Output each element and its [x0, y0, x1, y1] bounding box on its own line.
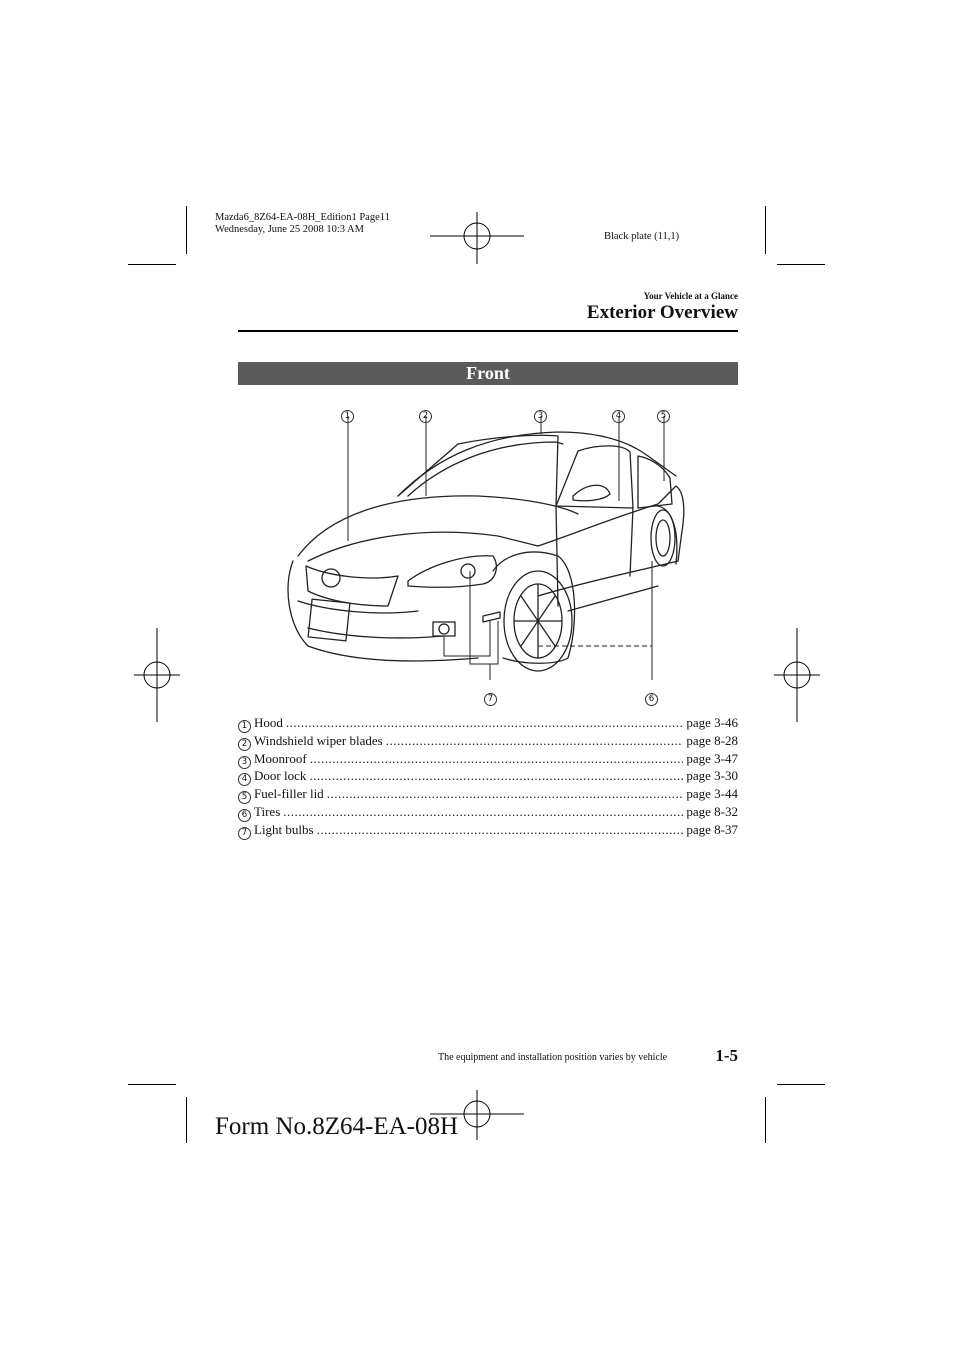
- list-item: [238, 786, 738, 804]
- file-info: [215, 212, 390, 236]
- registration-target-icon: [134, 628, 180, 722]
- footer-note: The equipment and installation position varies by vehicle: [438, 1052, 668, 1063]
- legend-page-link[interactable]: page 8-32: [686, 803, 738, 819]
- page-title: Exterior Overview: [586, 302, 738, 323]
- number-icon: 5: [238, 791, 251, 804]
- list-item: [238, 751, 738, 769]
- legend-page-link[interactable]: page 3-46: [686, 715, 738, 730]
- callout-3: 3: [534, 402, 550, 422]
- list-item: [238, 715, 738, 733]
- registration-target-icon: [430, 212, 524, 264]
- number-icon: 6: [238, 809, 251, 822]
- callout-7: 7: [484, 685, 500, 705]
- callout-2: 2: [419, 402, 435, 422]
- page-number: 1-5: [715, 1046, 738, 1065]
- registration-target-icon: [774, 628, 820, 722]
- section-label: Your Vehicle at a Glance: [643, 291, 738, 301]
- number-icon: 7: [238, 827, 251, 840]
- callout-1: 1: [341, 402, 357, 422]
- callout-5: 5: [657, 402, 673, 422]
- legend-label: Hood: [254, 715, 283, 730]
- legend-label: Moonroof: [254, 750, 307, 766]
- plate-label: Black plate (11,1): [604, 231, 680, 242]
- car-front-illustration: [238, 396, 738, 706]
- legend-page-link[interactable]: page 3-30: [686, 768, 738, 784]
- legend-label: Door lock: [254, 768, 307, 784]
- list-item: [238, 768, 738, 786]
- list-item: [238, 804, 738, 822]
- number-icon: 3: [238, 756, 251, 769]
- legend-label: Tires: [254, 803, 281, 819]
- legend-label: Windshield wiper blades: [254, 732, 383, 748]
- number-icon: 1: [238, 720, 251, 733]
- title-rule: [238, 330, 738, 332]
- legend-label: Fuel-filler lid: [254, 786, 324, 802]
- file-info-line1: Mazda6_8Z64-EA-08H_Edition1 Page11: [215, 212, 390, 223]
- number-icon: 2: [238, 738, 251, 751]
- file-info-line2: Wednesday, June 25 2008 10:3 AM: [215, 224, 364, 235]
- front-banner: Front: [238, 362, 738, 385]
- list-item: [238, 822, 738, 840]
- form-number: Form No.8Z64-EA-08H: [215, 1113, 459, 1140]
- legend-page-link[interactable]: page 8-37: [686, 821, 738, 837]
- list-item: [238, 733, 738, 751]
- callout-6: 6: [645, 685, 661, 705]
- legend-page-link[interactable]: page 3-44: [686, 786, 738, 802]
- legend-page-link[interactable]: page 8-28: [686, 732, 738, 748]
- callout-4: 4: [612, 402, 628, 422]
- legend-list: [238, 715, 738, 840]
- legend-label: Light bulbs: [254, 821, 314, 837]
- number-icon: 4: [238, 773, 251, 786]
- legend-page-link[interactable]: page 3-47: [686, 750, 738, 766]
